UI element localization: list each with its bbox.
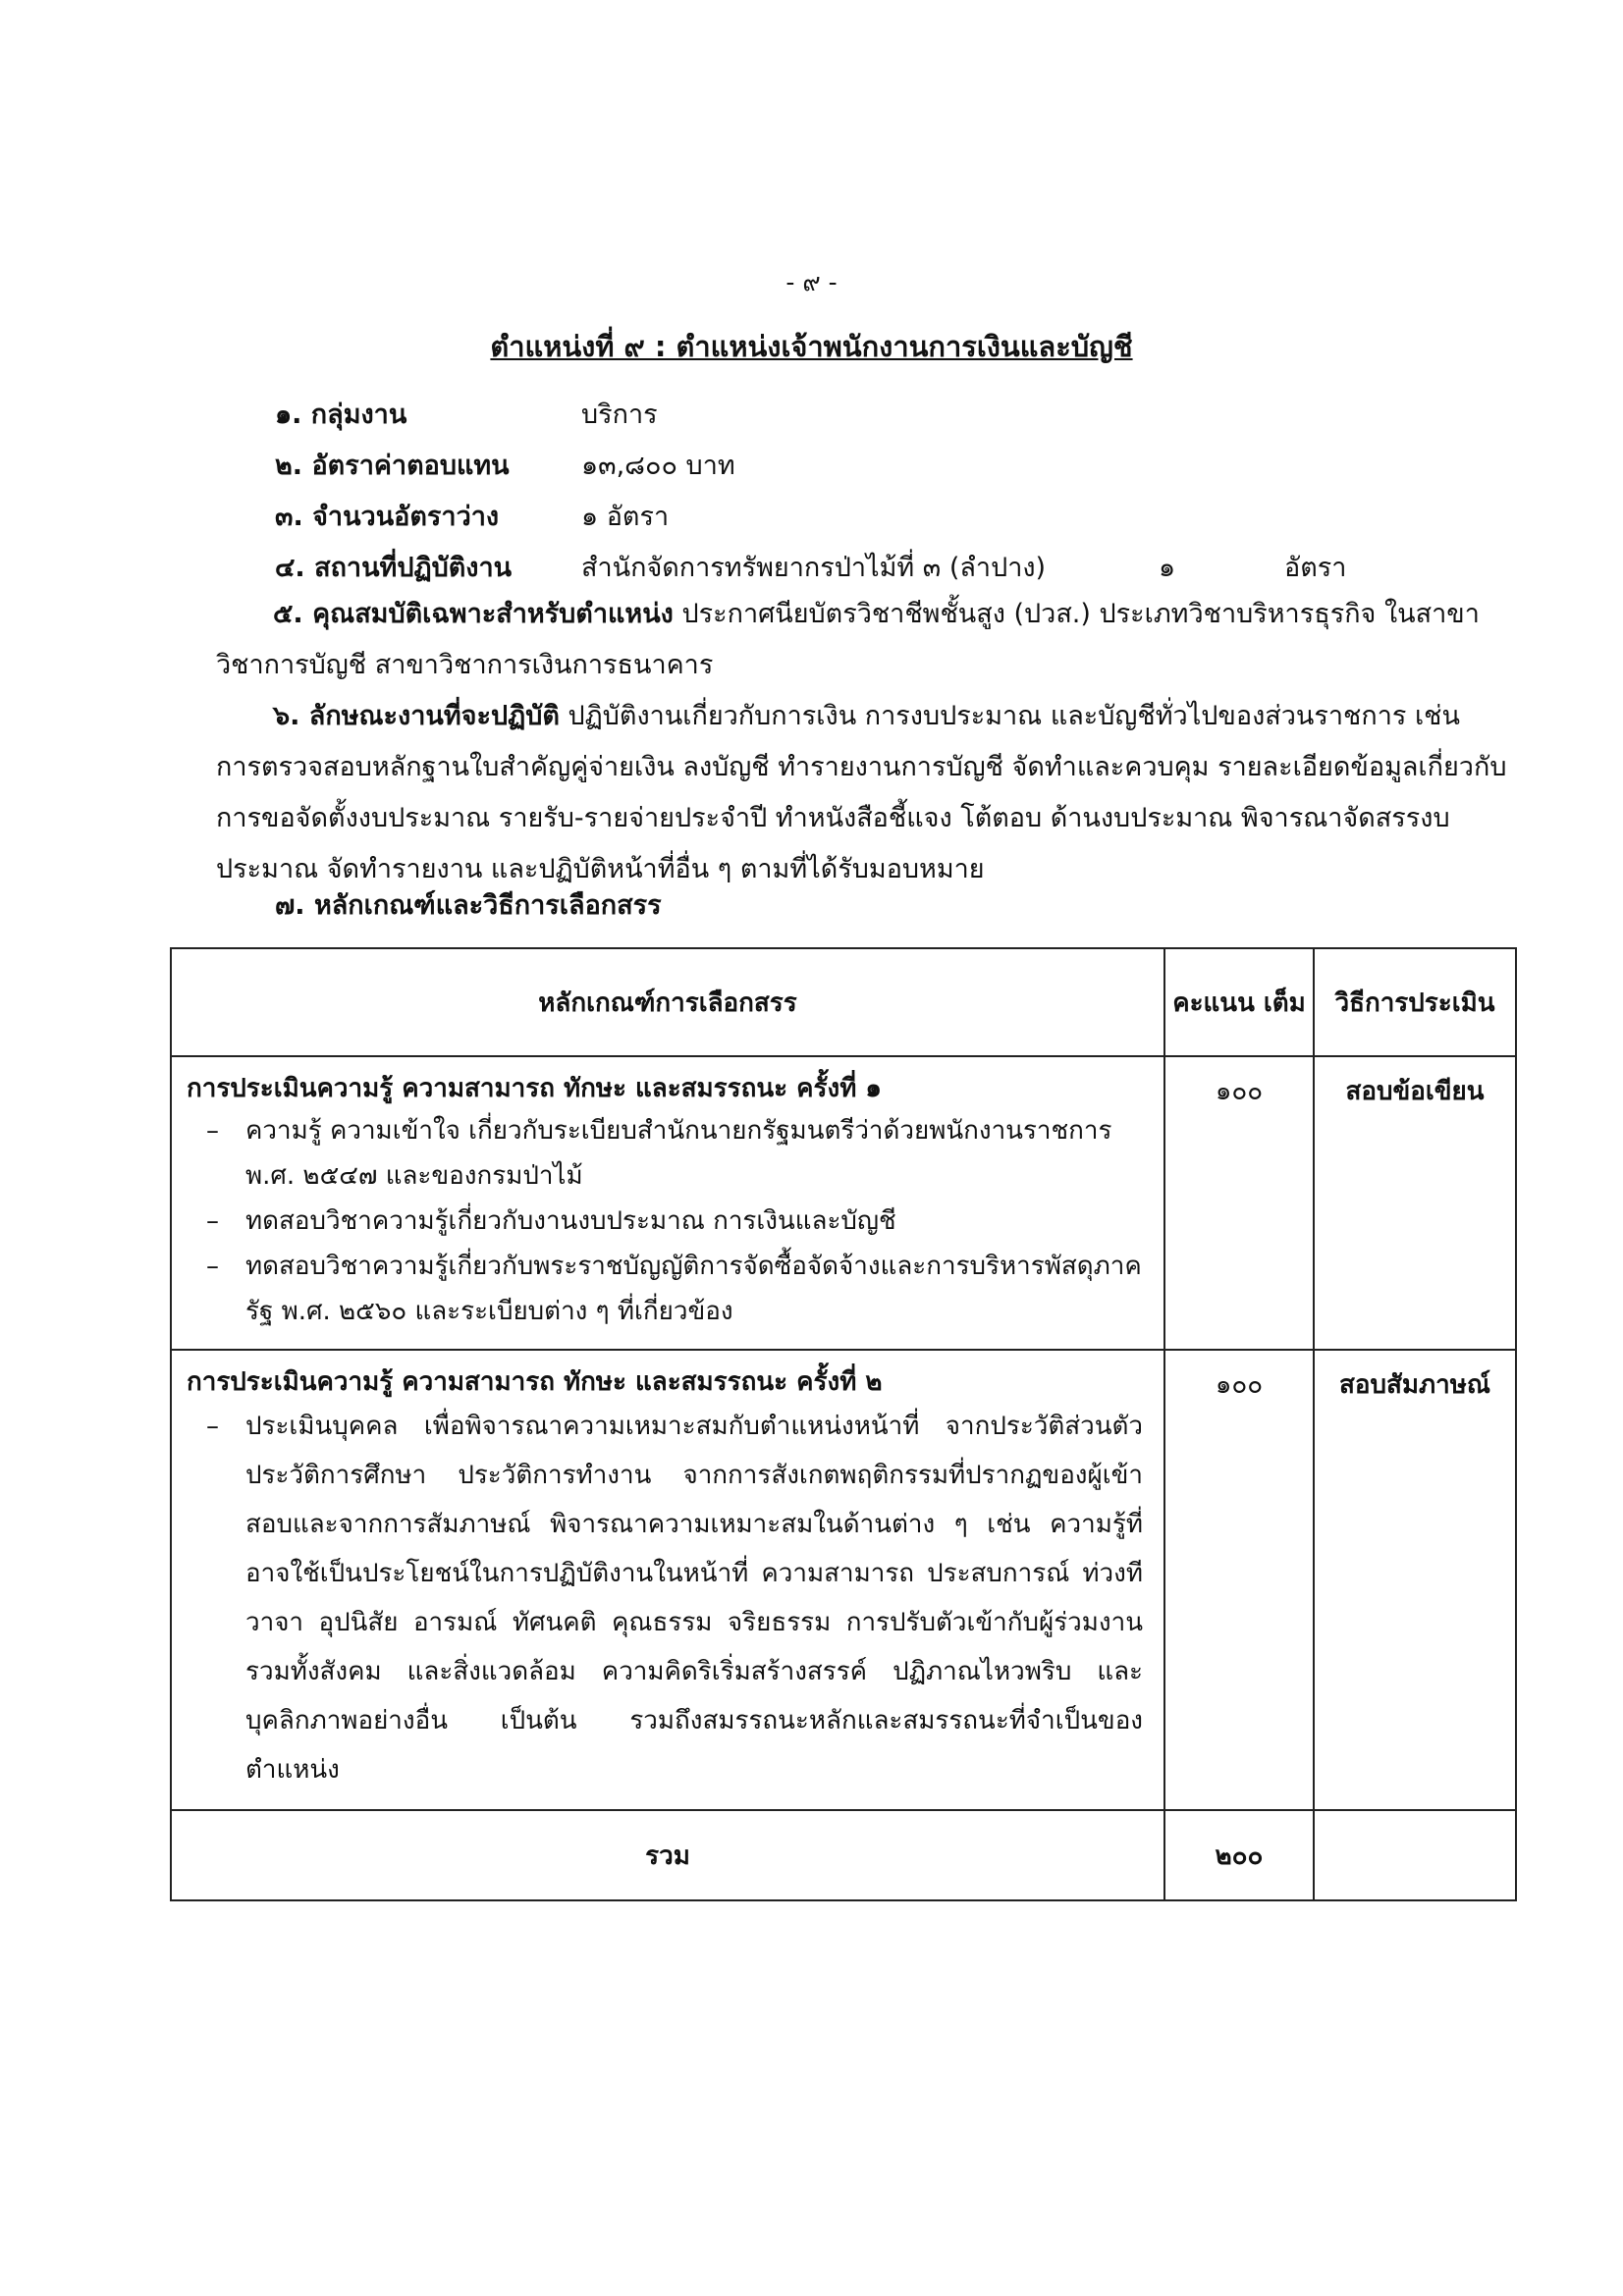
round-1-items <box>173 1108 1163 1348</box>
table-row <box>171 1056 1516 1350</box>
qualification-paragraph <box>216 589 1512 691</box>
table-row <box>171 1350 1516 1810</box>
method-cell: สอบข้อเขียน <box>1314 1056 1516 1350</box>
list-item: – ความรู้ ความเข้าใจ เกี่ยวกับระเบียบสำนักนายกรัฐมนตรีว่าด้วยพนักงานราชการ พ.ศ. ๒๕๔๗ และของกรมป่าไม้ <box>187 1108 1163 1199</box>
score-cell: ๑๐๐ <box>1164 1056 1314 1350</box>
round-1-title: การประเมินความรู้ ความสามารถ ทักษะ และสมรรถนะ ครั้งที่ ๑ <box>187 1074 882 1103</box>
header-criteria: หลักเกณฑ์การเลือกสรร <box>171 948 1164 1056</box>
bullet-dash: – <box>206 1412 219 1441</box>
qualification-label: ๕. คุณสมบัติเฉพาะสำหรับตำแหน่ง <box>273 599 674 629</box>
criteria-cell <box>171 1056 1164 1350</box>
duties-text: ปฏิบัติงานเกี่ยวกับการเงิน การงบประมาณ และบัญชีทั่วไปของส่วนราชการ เช่น การตรวจสอบหลักฐานใบสำคัญคู่จ่ายเงิน ลงบัญชี ทำรายงานการบัญชี จัดทำและควบคุม รายละเอียดข้อมูลเกี่ยวกับการขอจัดตั้งงบประมาณ รายรับ-รายจ่ายประจำปี ทำหนังสือชี้แจง โต้ตอบ ด้านงบประมาณ พิจารณาจัดสรรงบประมาณ จัดทำรายงาน และปฏิบัติหน้าที่อื่น ๆ ตามที่ได้รับมอบหมาย <box>216 701 1507 884</box>
info-label: ๒. อัตราค่าตอบแทน <box>275 451 510 481</box>
info-value: ๑ อัตรา <box>581 502 670 532</box>
selection-criteria-table <box>170 947 1517 1901</box>
info-label: ๑. กลุ่มงาน <box>275 400 407 430</box>
header-method: วิธีการประเมิน <box>1314 948 1516 1056</box>
method-cell: สอบสัมภาษณ์ <box>1314 1350 1516 1810</box>
total-score: ๒๐๐ <box>1164 1810 1314 1900</box>
duties-label: ๖. ลักษณะงานที่จะปฏิบัติ <box>273 701 560 731</box>
bullet-dash: – <box>206 1252 219 1281</box>
header-score: คะแนน เต็ม <box>1164 948 1314 1056</box>
info-unit: อัตรา <box>1284 553 1347 583</box>
list-item: – ทดสอบวิชาความรู้เกี่ยวกับพระราชบัญญัติการจัดซื้อจัดจ้างและการบริหารพัสดุภาครัฐ พ.ศ. ๒๕๖๐ และระเบียบต่าง ๆ ที่เกี่ยวข้อง <box>187 1244 1163 1334</box>
page-number: - ๙ - <box>785 268 838 296</box>
list-item: – ประเมินบุคคล เพื่อพิจารณาความเหมาะสมกับตำแหน่งหน้าที่ จากประวัติส่วนตัว ประวัติการศึกษา ประวัติการทำงาน จากการสังเกตพฤติกรรมที่ปรากฏของผู้เข้าสอบและจากการสัมภาษณ์ พิจารณาความเหมาะสมในด้านต่าง ๆ เช่น ความรู้ที่อาจใช้เป็นประโยชน์ในการปฏิบัติงานในหน้าที่ ความสามารถ ประสบการณ์ ท่วงทีวาจา อุปนิสัย อารมณ์ ทัศนคติ คุณธรรม จริยธรรม การปรับตัวเข้ากับผู้ร่วมงาน รวมทั้งสังคม และสิ่งแวดล้อม ความคิดริเริ่มสร้างสรรค์ ปฏิภาณไหวพริบ และบุคลิกภาพอย่างอื่น เป็นต้น รวมถึงสมรรถนะหลักและสมรรถนะที่จำเป็นของตำแหน่ง <box>187 1402 1163 1794</box>
info-vacancies <box>275 495 669 537</box>
round-2-title: การประเมินความรู้ ความสามารถ ทักษะ และสมรรถนะ ครั้งที่ ๒ <box>187 1367 883 1397</box>
list-item: – ทดสอบวิชาความรู้เกี่ยวกับงานงบประมาณ การเงินและบัญชี <box>187 1199 1163 1244</box>
info-value: ๑๓,๘๐๐ บาท <box>581 451 735 481</box>
bullet-dash: – <box>206 1206 219 1236</box>
round-2-items <box>173 1402 1163 1808</box>
page-title: ตำแหน่งที่ ๙ : ตำแหน่งเจ้าพนักงานการเงินและบัญชี <box>490 330 1133 363</box>
table-total-row <box>171 1810 1516 1900</box>
info-work-group <box>275 393 658 435</box>
table-header-row <box>171 948 1516 1056</box>
bullet-dash: – <box>206 1116 219 1146</box>
total-method <box>1314 1810 1516 1900</box>
info-count: ๑ <box>1159 553 1176 583</box>
score-cell: ๑๐๐ <box>1164 1350 1314 1810</box>
info-label: ๔. สถานที่ปฏิบัติงาน <box>275 553 513 583</box>
section-7-heading: ๗. หลักเกณฑ์และวิธีการเลือกสรร <box>275 890 662 921</box>
info-workplace <box>275 546 1347 588</box>
qualification-text: ประกาศนียบัตรวิชาชีพชั้นสูง (ปวส.) ประเภทวิชาบริหารธุรกิจ ในสาขาวิชาการบัญชี สาขาวิชาการเงินการธนาคาร <box>216 599 1480 680</box>
total-label: รวม <box>171 1810 1164 1900</box>
duties-paragraph <box>216 691 1512 895</box>
info-salary <box>275 444 735 486</box>
info-value: สำนักจัดการทรัพยากรป่าไม้ที่ ๓ (ลำปาง) <box>581 553 1047 583</box>
info-label: ๓. จำนวนอัตราว่าง <box>275 502 500 532</box>
criteria-cell <box>171 1350 1164 1810</box>
info-value: บริการ <box>581 400 658 430</box>
